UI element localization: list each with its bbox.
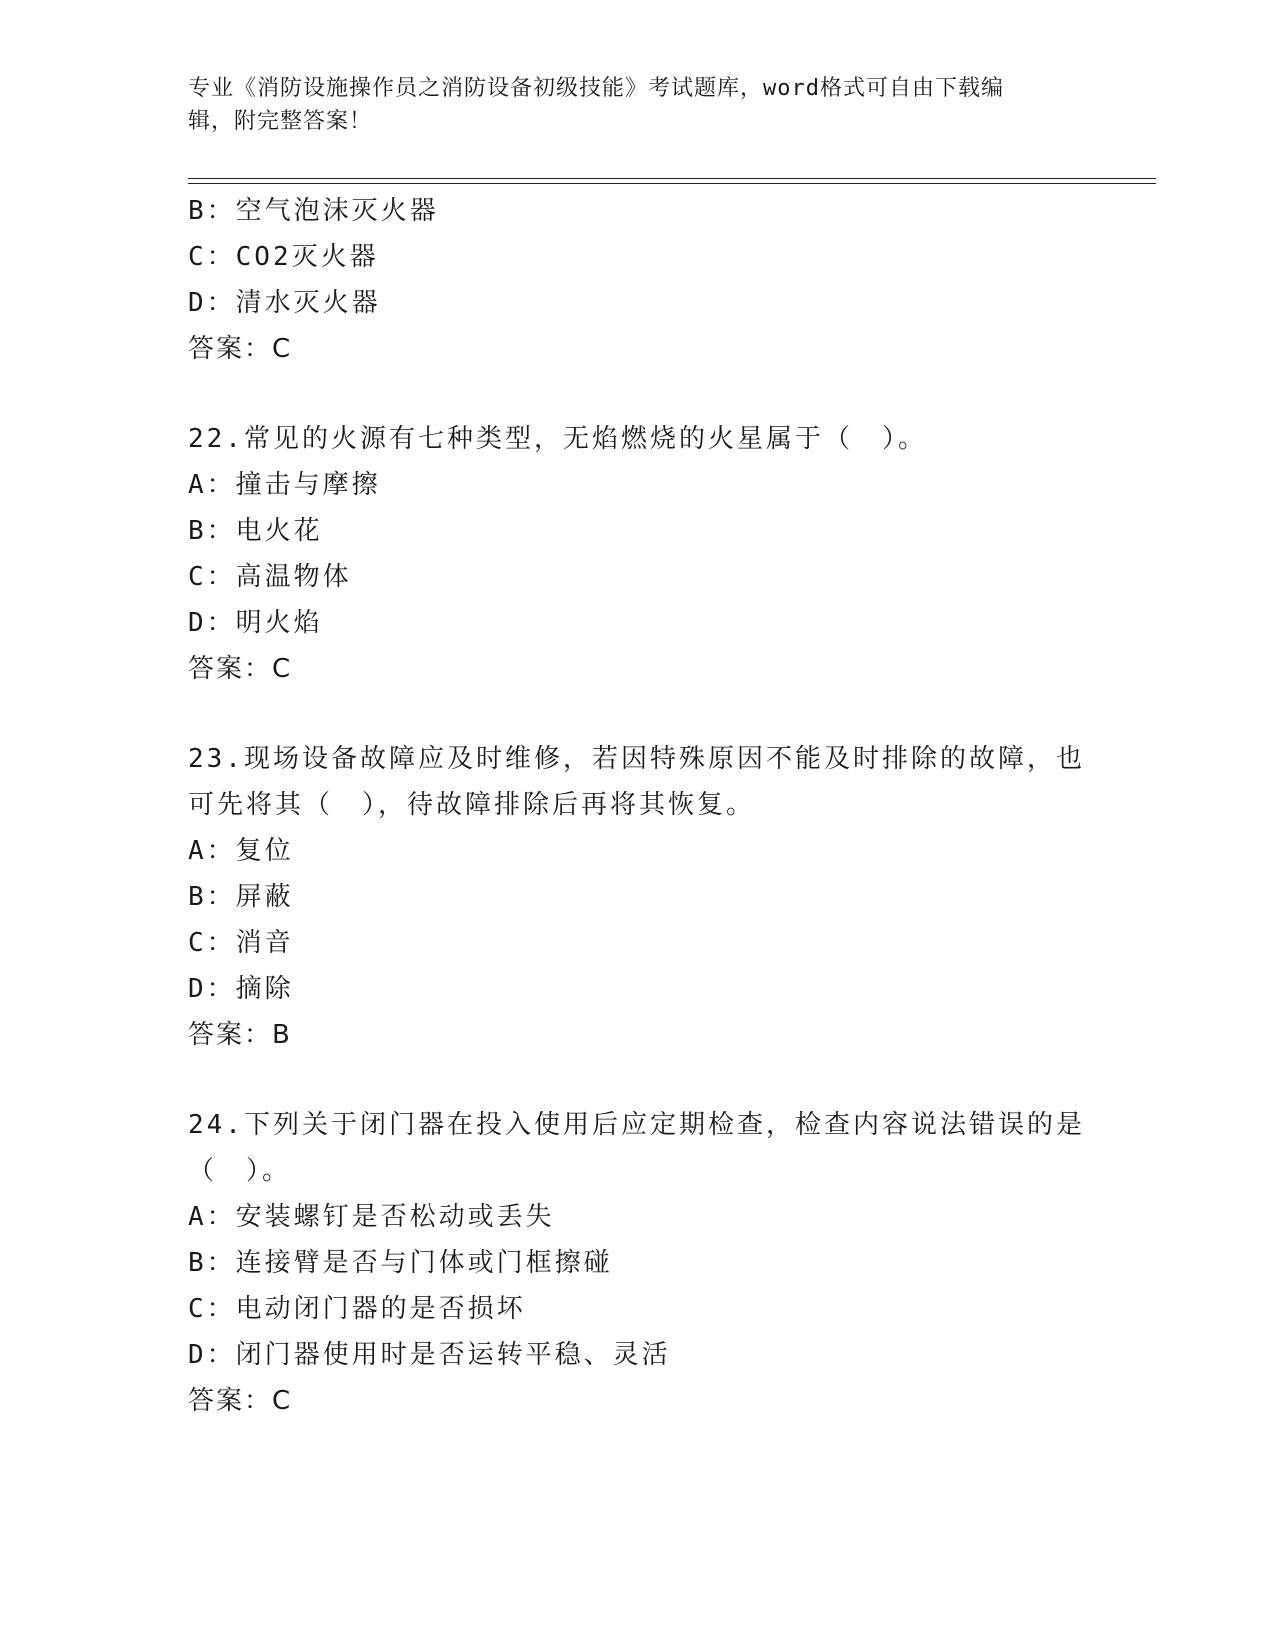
option-c: C：CO2灭火器 [188, 242, 379, 272]
question-text-continued: 可先将其（ ），待故障排除后再将其恢复。 [188, 790, 756, 820]
answer-line: 答案：C [188, 334, 293, 364]
answer-line: 答案：C [188, 1386, 293, 1416]
option-d: D：摘除 [188, 974, 294, 1004]
question-block-22 [188, 416, 1088, 692]
question-text-continued: （ ）。 [188, 1156, 292, 1186]
document-header [188, 72, 1088, 138]
option-b: B：电火花 [188, 516, 323, 546]
answer-line: 答案：B [188, 1020, 292, 1050]
question-text: 23.现场设备故障应及时维修，若因特殊原因不能及时排除的故障，也 [188, 744, 1085, 774]
question-list [188, 188, 1088, 1424]
question-text: 22.常见的火源有七种类型，无焰燃烧的火星属于（ ）。 [188, 424, 927, 454]
option-d: D：明火焰 [188, 608, 323, 638]
option-d: D：清水灭火器 [188, 288, 381, 318]
header-divider-top [188, 178, 1156, 179]
question-block-23 [188, 736, 1088, 1058]
option-b: B：屏蔽 [188, 882, 294, 912]
option-c: C：高温物体 [188, 562, 352, 592]
question-block-24 [188, 1102, 1088, 1424]
option-b: B：连接臂是否与门体或门框擦碰 [188, 1248, 613, 1278]
header-divider-bottom [188, 183, 1156, 184]
answer-line: 答案：C [188, 654, 293, 684]
option-d: D：闭门器使用时是否运转平稳、灵活 [188, 1340, 671, 1370]
option-c: C：消音 [188, 928, 294, 958]
question-block-21 [188, 188, 1088, 372]
header-line-2: 辑，附完整答案！ [188, 109, 373, 134]
option-c: C：电动闭门器的是否损坏 [188, 1294, 526, 1324]
option-b: B：空气泡沫灭火器 [188, 196, 439, 226]
option-a: A：撞击与摩擦 [188, 470, 381, 500]
question-text: 24.下列关于闭门器在投入使用后应定期检查，检查内容说法错误的是 [188, 1110, 1085, 1140]
option-a: A：安装螺钉是否松动或丢失 [188, 1202, 555, 1232]
header-line-1: 专业《消防设施操作员之消防设备初级技能》考试题库，word格式可自由下载编 [188, 76, 1004, 101]
option-a: A：复位 [188, 836, 294, 866]
